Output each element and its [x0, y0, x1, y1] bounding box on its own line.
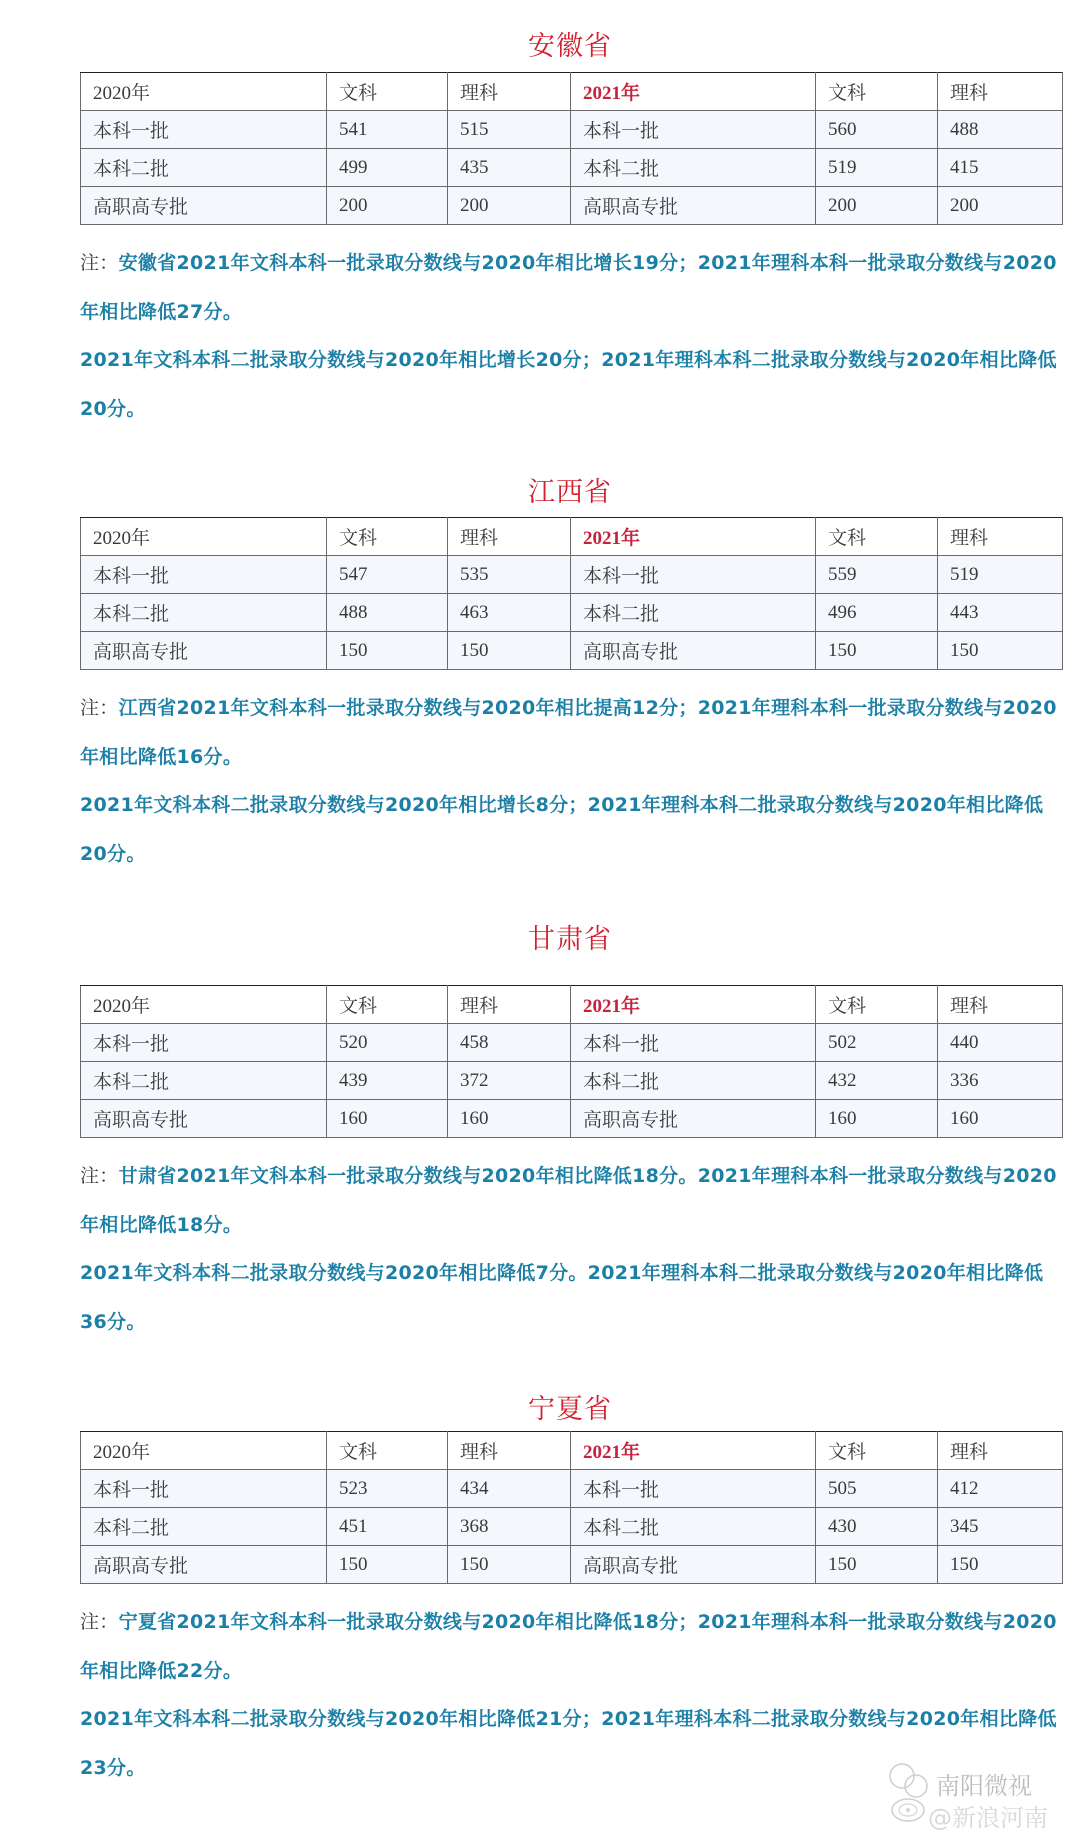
- note-text: 安徽省2021年文科本科一批录取分数线与2020年相比增长19分；2021年理科本科一批录取分数线与2020年相比降低27分。: [80, 252, 1057, 323]
- cell-li-2020: 200: [448, 187, 571, 225]
- cell-label-2020: 高职高专批: [81, 187, 327, 225]
- watermark-account: 南阳微视: [936, 1772, 1032, 1800]
- cell-label-2020: 本科二批: [81, 1508, 327, 1546]
- note-lead: 注：: [80, 1165, 119, 1187]
- note-text: 宁夏省2021年文科本科一批录取分数线与2020年相比降低18分；2021年理科本科一批录取分数线与2020年相比降低22分。: [80, 1611, 1057, 1682]
- table-header-row: [81, 518, 1063, 556]
- watermark: [888, 1762, 1078, 1832]
- note-text: 2021年文科本科二批录取分数线与2020年相比增长20分；2021年理科本科二批录取分数线与2020年相比降低20分。: [80, 349, 1057, 420]
- cell-label-2021: 本科二批: [571, 149, 816, 187]
- table-row: [81, 1470, 1063, 1508]
- cell-wen-2021: 150: [816, 632, 938, 670]
- cell-li-2020: 458: [448, 1024, 571, 1062]
- cell-wen-2021: 560: [816, 111, 938, 149]
- cell-wen-2020: 200: [327, 187, 448, 225]
- cell-li-2021: 412: [938, 1470, 1063, 1508]
- cell-wen-2020: 160: [327, 1100, 448, 1138]
- header-wenke-2020: 文科: [327, 518, 448, 556]
- cell-label-2020: 本科二批: [81, 594, 327, 632]
- cell-wen-2020: 520: [327, 1024, 448, 1062]
- cell-label-2021: 高职高专批: [571, 1100, 816, 1138]
- notes-block: [80, 239, 1065, 433]
- province-title: 甘肃省: [528, 924, 612, 955]
- note-paragraph-1: [80, 1152, 1065, 1249]
- cell-li-2020: 160: [448, 1100, 571, 1138]
- note-paragraph-1: [80, 684, 1065, 781]
- note-paragraph-1: [80, 239, 1065, 336]
- cell-label-2021: 本科二批: [571, 1062, 816, 1100]
- watermark-source: @新浪河南: [928, 1804, 1048, 1832]
- header-wenke-2021: 文科: [816, 518, 938, 556]
- province-title: 江西省: [528, 477, 612, 508]
- table-header-row: [81, 986, 1063, 1024]
- header-like-2021: 理科: [938, 518, 1063, 556]
- header-wenke-2020: 文科: [327, 1432, 448, 1470]
- province-title: 安徽省: [528, 31, 612, 62]
- score-table: [80, 985, 1063, 1138]
- cell-label-2020: 本科一批: [81, 556, 327, 594]
- cell-wen-2020: 541: [327, 111, 448, 149]
- cell-wen-2020: 451: [327, 1508, 448, 1546]
- cell-li-2020: 368: [448, 1508, 571, 1546]
- cell-wen-2021: 430: [816, 1508, 938, 1546]
- table-row: [81, 1062, 1063, 1100]
- note-text: 2021年文科本科二批录取分数线与2020年相比增长8分；2021年理科本科二批录取分数线与2020年相比降低20分。: [80, 794, 1044, 865]
- table-row: [81, 1024, 1063, 1062]
- cell-label-2021: 高职高专批: [571, 1546, 816, 1584]
- cell-wen-2020: 439: [327, 1062, 448, 1100]
- header-wenke-2021: 文科: [816, 986, 938, 1024]
- header-like-2020: 理科: [448, 986, 571, 1024]
- cell-label-2020: 高职高专批: [81, 632, 327, 670]
- cell-li-2020: 515: [448, 111, 571, 149]
- note-text: 2021年文科本科二批录取分数线与2020年相比降低7分。2021年理科本科二批录取分数线与2020年相比降低36分。: [80, 1262, 1044, 1333]
- cell-wen-2021: 496: [816, 594, 938, 632]
- cell-wen-2020: 488: [327, 594, 448, 632]
- cell-li-2021: 200: [938, 187, 1063, 225]
- cell-li-2021: 160: [938, 1100, 1063, 1138]
- note-lead: 注：: [80, 697, 119, 719]
- table-row: [81, 556, 1063, 594]
- cell-label-2020: 本科一批: [81, 1024, 327, 1062]
- cell-wen-2020: 150: [327, 1546, 448, 1584]
- cell-li-2021: 440: [938, 1024, 1063, 1062]
- cell-li-2021: 415: [938, 149, 1063, 187]
- note-paragraph-2: [80, 781, 1065, 878]
- header-year-2020: 2020年: [81, 986, 327, 1024]
- cell-li-2021: 150: [938, 1546, 1063, 1584]
- header-like-2021: 理科: [938, 1432, 1063, 1470]
- header-year-2021: 2021年: [571, 73, 816, 111]
- header-like-2020: 理科: [448, 1432, 571, 1470]
- cell-label-2021: 本科一批: [571, 1024, 816, 1062]
- header-year-2021: 2021年: [571, 986, 816, 1024]
- table-row: [81, 1508, 1063, 1546]
- cell-li-2020: 435: [448, 149, 571, 187]
- table-row: [81, 1546, 1063, 1584]
- table-row: [81, 187, 1063, 225]
- cell-li-2021: 336: [938, 1062, 1063, 1100]
- table-header-row: [81, 1432, 1063, 1470]
- province-title: 宁夏省: [528, 1394, 612, 1425]
- table-row: [81, 149, 1063, 187]
- cell-wen-2021: 502: [816, 1024, 938, 1062]
- note-lead: 注：: [80, 252, 119, 274]
- cell-wen-2021: 160: [816, 1100, 938, 1138]
- notes-block: [80, 1152, 1065, 1346]
- header-like-2021: 理科: [938, 986, 1063, 1024]
- cell-label-2020: 高职高专批: [81, 1546, 327, 1584]
- header-wenke-2020: 文科: [327, 986, 448, 1024]
- cell-label-2021: 本科二批: [571, 594, 816, 632]
- cell-wen-2021: 150: [816, 1546, 938, 1584]
- cell-label-2020: 本科一批: [81, 1470, 327, 1508]
- cell-label-2021: 本科一批: [571, 111, 816, 149]
- header-wenke-2020: 文科: [327, 73, 448, 111]
- cell-label-2021: 本科一批: [571, 556, 816, 594]
- score-table: [80, 72, 1063, 225]
- note-paragraph-2: [80, 336, 1065, 433]
- header-like-2020: 理科: [448, 518, 571, 556]
- note-paragraph-1: [80, 1598, 1065, 1695]
- header-year-2021: 2021年: [571, 1432, 816, 1470]
- table-row: [81, 632, 1063, 670]
- cell-label-2020: 本科一批: [81, 111, 327, 149]
- note-text: 江西省2021年文科本科一批录取分数线与2020年相比提高12分；2021年理科本科一批录取分数线与2020年相比降低16分。: [80, 697, 1057, 768]
- cell-label-2021: 本科二批: [571, 1508, 816, 1546]
- header-wenke-2021: 文科: [816, 73, 938, 111]
- cell-li-2021: 150: [938, 632, 1063, 670]
- cell-wen-2020: 523: [327, 1470, 448, 1508]
- header-wenke-2021: 文科: [816, 1432, 938, 1470]
- cell-li-2021: 519: [938, 556, 1063, 594]
- header-year-2020: 2020年: [81, 518, 327, 556]
- score-table: [80, 517, 1063, 670]
- table-row: [81, 111, 1063, 149]
- weibo-logo-icon: [888, 1762, 932, 1824]
- cell-label-2021: 本科一批: [571, 1470, 816, 1508]
- header-like-2021: 理科: [938, 73, 1063, 111]
- header-year-2020: 2020年: [81, 1432, 327, 1470]
- cell-li-2021: 345: [938, 1508, 1063, 1546]
- table-row: [81, 1100, 1063, 1138]
- cell-wen-2020: 499: [327, 149, 448, 187]
- header-year-2021: 2021年: [571, 518, 816, 556]
- cell-label-2020: 本科二批: [81, 149, 327, 187]
- cell-li-2021: 443: [938, 594, 1063, 632]
- score-table: [80, 1431, 1063, 1584]
- cell-li-2020: 463: [448, 594, 571, 632]
- table-header-row: [81, 73, 1063, 111]
- cell-wen-2021: 200: [816, 187, 938, 225]
- cell-li-2020: 150: [448, 1546, 571, 1584]
- cell-wen-2021: 559: [816, 556, 938, 594]
- cell-li-2020: 535: [448, 556, 571, 594]
- table-row: [81, 594, 1063, 632]
- note-paragraph-2: [80, 1249, 1065, 1346]
- cell-wen-2021: 432: [816, 1062, 938, 1100]
- cell-label-2021: 高职高专批: [571, 187, 816, 225]
- cell-li-2020: 434: [448, 1470, 571, 1508]
- notes-block: [80, 684, 1065, 878]
- cell-li-2020: 150: [448, 632, 571, 670]
- header-like-2020: 理科: [448, 73, 571, 111]
- header-year-2020: 2020年: [81, 73, 327, 111]
- cell-label-2020: 高职高专批: [81, 1100, 327, 1138]
- cell-wen-2020: 150: [327, 632, 448, 670]
- cell-label-2020: 本科二批: [81, 1062, 327, 1100]
- cell-li-2021: 488: [938, 111, 1063, 149]
- cell-wen-2020: 547: [327, 556, 448, 594]
- cell-li-2020: 372: [448, 1062, 571, 1100]
- cell-wen-2021: 505: [816, 1470, 938, 1508]
- note-text: 甘肃省2021年文科本科一批录取分数线与2020年相比降低18分。2021年理科本科一批录取分数线与2020年相比降低18分。: [80, 1165, 1057, 1236]
- note-text: 2021年文科本科二批录取分数线与2020年相比降低21分；2021年理科本科二批录取分数线与2020年相比降低23分。: [80, 1708, 1057, 1779]
- note-lead: 注：: [80, 1611, 119, 1633]
- cell-wen-2021: 519: [816, 149, 938, 187]
- cell-label-2021: 高职高专批: [571, 632, 816, 670]
